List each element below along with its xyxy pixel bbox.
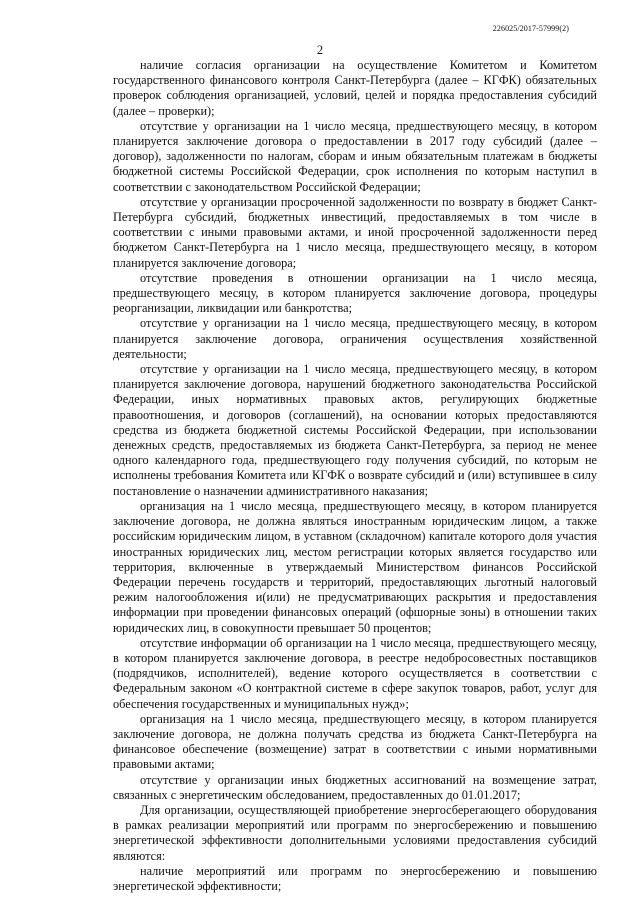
paragraph: наличие мероприятий или программ по энергосбережению и повышению энергетической эффективности; (113, 863, 597, 893)
paragraph: отсутствие проведения в отношении организации на 1 число месяца, предшествующего месяцу, в котором планируется заключение договора, процедуры реорганизации, ликвидации или банкротства; (113, 270, 597, 316)
document-number: 226025/2017-57999(2) (492, 24, 569, 33)
document-body (113, 58, 597, 894)
paragraph: организация на 1 число месяца, предшествующего месяцу, в котором планируется заключение договора, не должна получать средства из бюджета Санкт-Петербурга на финансовое обеспечение (возмещение) затрат в соответствии с иными нормативными правовыми актами; (113, 711, 597, 772)
paragraph: Для организации, осуществляющей приобретение энергосберегающего оборудования в рамках реализации мероприятий или программ по энергосбережению и повышению энергетической эффективности дополнительными условиями предоставления субсидий являются: (113, 802, 597, 863)
paragraph: отсутствие у организации на 1 число месяца, предшествующего месяцу, в котором планируется заключение договора, ограничения осуществления хозяйственной деятельности; (113, 316, 597, 361)
paragraph: организация на 1 число месяца, предшествующего месяцу, в котором планируется заключение договора, не должна являться иностранным юридическим лицом, а также российским юридическим лицом, в уставном (складочном) капитале которого доля участия иностранных юридических лиц, местом регистрации которых является государство или территория, включенные в утверждаемый Министерством финансов Российской Федерации перечень государств и территорий, предоставляющих льготный налоговый режим налогообложения и(или) не предусматривающих раскрытия и предоставления информации при проведении финансовых операций (офшорные зоны) в отношении таких юридических лиц, в совокупности превышает 50 процентов; (113, 498, 597, 635)
paragraph: отсутствие информации об организации на 1 число месяца, предшествующего месяцу, в котором планируется заключение договора, в реестре недобросовестных поставщиков (подрядчиков, исполнителей), ведение которого осуществляется в соответствии с Федеральным законом «О контрактной системе в сфере закупок товаров, работ, услуг для обеспечения государственных и муниципальных нужд»; (113, 635, 597, 711)
paragraph: отсутствие у организации иных бюджетных ассигнований на возмещение затрат, связанных с энергетическим обследованием, предоставленных до 01.01.2017; (113, 772, 597, 802)
paragraph: отсутствие у организации просроченной задолженности по возврату в бюджет Санкт-Петербурга субсидий, бюджетных инвестиций, предоставляемых в том числе в соответствии с иными правовыми актами, и иной просроченной задолженности перед бюджетом Санкт-Петербурга на 1 число месяца, предшествующего месяцу, в котором планируется заключение договора; (113, 194, 597, 270)
page-number: 2 (316, 43, 324, 57)
paragraph: наличие согласия организации на осуществление Комитетом и Комитетом государственного финансового контроля Санкт-Петербурга (далее – КГФК) обязательных проверок соблюдения организацией, условий, целей и порядка предоставления субсидий (далее – проверки); (113, 58, 597, 118)
paragraph: отсутствие у организации на 1 число месяца, предшествующего месяцу, в котором планируется заключение договора, нарушений бюджетного законодательства Российской Федерации, иных нормативных правовых актов, регулирующих бюджетные правоотношения, и договоров (соглашений), на основании которых предоставляются средства из бюджета бюджетной системы Российской Федерации, при использовании денежных средств, предоставляемых из бюджета Санкт-Петербурга, за период не менее одного календарного года, предшествующего году получения субсидий, по которым не исполнены требования Комитета или КГФК о возврате субсидий и (или) вступившее в силу постановление о назначении административного наказания; (113, 362, 597, 498)
paragraph: отсутствие у организации на 1 число месяца, предшествующего месяцу, в котором планируется заключение договора о предоставлении в 2017 году субсидий (далее – договор), задолженности по налогам, сборам и иным обязательным платежам в бюджеты бюджетной системы Российской Федерации, срок исполнения по которым наступил в соответствии с законодательством Российской Федерации; (113, 118, 597, 194)
